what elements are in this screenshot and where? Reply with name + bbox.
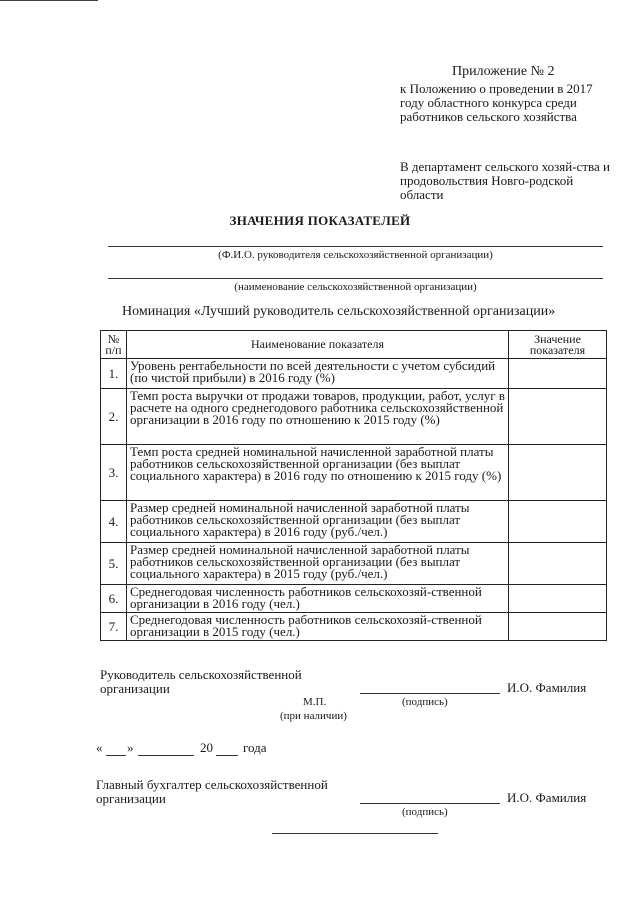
- row-number: 3.: [101, 445, 127, 501]
- header-indicator-value: Значение показателя: [509, 331, 607, 359]
- head-name-caption: (Ф.И.О. руководителя сельскохозяйственной организации): [218, 249, 493, 261]
- row-indicator-name: Размер средней номинальной начисленной заработной платы работников сельскохозяйственной организации (без выплат социального характера) в 2015 году (руб./чел.): [127, 543, 509, 585]
- table-row: [101, 501, 607, 543]
- row-value-cell[interactable]: [509, 359, 607, 389]
- stamp-note: (при наличии): [280, 710, 347, 722]
- row-number: 5.: [101, 543, 127, 585]
- row-value-cell[interactable]: [509, 389, 607, 445]
- head-name-field[interactable]: [108, 246, 603, 247]
- date-open-quote: «: [96, 740, 103, 755]
- row-value-cell[interactable]: [509, 445, 607, 501]
- accountant-signature-line[interactable]: [360, 803, 500, 804]
- org-name-caption: (наименование сельскохозяйственной организации): [234, 281, 477, 293]
- row-indicator-name: Темп роста выручки от продажи товаров, продукции, работ, услуг в расчете на одного среднегодового работника сельскохозяйственной организации в 2016 году по отношению к 2015 году (%): [127, 389, 509, 445]
- head-name: И.О. Фамилия: [507, 680, 587, 695]
- document-title: ЗНАЧЕНИЯ ПОКАЗАТЕЛЕЙ: [229, 213, 411, 228]
- addressee: В департамент сельского хозяй-ства и продовольствия Новго-родской области: [400, 159, 610, 202]
- table-row: [101, 445, 607, 501]
- nomination: Номинация «Лучший руководитель сельскохозяйственной организации»: [122, 304, 556, 319]
- date-month-field[interactable]: [138, 755, 194, 756]
- row-number: 1.: [101, 359, 127, 389]
- table-row: [101, 613, 607, 641]
- accountant-signature-label: Главный бухгалтер сельскохозяйственной организации: [96, 777, 328, 806]
- date-year-prefix: 20: [200, 740, 213, 755]
- date-day-field[interactable]: [106, 755, 126, 756]
- table-row: [101, 543, 607, 585]
- header-number: № п/п: [101, 331, 127, 359]
- row-value-cell[interactable]: [509, 585, 607, 613]
- footer-rule: [272, 833, 438, 834]
- row-value-cell[interactable]: [509, 543, 607, 585]
- appendix-reference: к Положению о проведении в 2017 году областного конкурса среди работников сельского хозяйства: [400, 81, 593, 124]
- row-value-cell[interactable]: [509, 501, 607, 543]
- table-row: [101, 585, 607, 613]
- indicators-table: [100, 330, 607, 641]
- row-number: 7.: [101, 613, 127, 641]
- row-indicator-name: Темп роста средней номинальной начисленной заработной платы работников сельскохозяйственной организации (без выплат социального характера) в 2016 году по отношению к 2015 году (%): [127, 445, 509, 501]
- org-name-field[interactable]: [108, 278, 603, 279]
- row-indicator-name: Среднегодовая численность работников сельскохозяй-ственной организации в 2016 году (чел.): [127, 585, 509, 613]
- row-value-cell[interactable]: [509, 613, 607, 641]
- date-close-quote: »: [127, 740, 134, 755]
- appendix-number: Приложение № 2: [452, 64, 555, 79]
- stamp-label: М.П.: [303, 696, 327, 708]
- table-header-row: [101, 331, 607, 359]
- row-indicator-name: Размер средней номинальной начисленной заработной платы работников сельскохозяйственной организации (без выплат социального характера) в 2016 году (руб./чел.): [127, 501, 509, 543]
- accountant-signature-caption: (подпись): [402, 806, 448, 818]
- table-row: [101, 359, 607, 389]
- date-suffix: года: [243, 740, 267, 755]
- date-year-field[interactable]: [216, 755, 238, 756]
- head-signature-label: Руководитель сельскохозяйственной организации: [100, 667, 302, 696]
- table-row: [101, 389, 607, 445]
- row-number: 4.: [101, 501, 127, 543]
- row-number: 2.: [101, 389, 127, 445]
- head-signature-line[interactable]: [360, 693, 500, 694]
- top-rule: [0, 0, 98, 1]
- signature-caption: (подпись): [402, 696, 448, 708]
- header-indicator-name: Наименование показателя: [127, 331, 509, 359]
- row-indicator-name: Среднегодовая численность работников сельскохозяй-ственной организации в 2015 году (чел.): [127, 613, 509, 641]
- row-indicator-name: Уровень рентабельности по всей деятельности с учетом субсидий (по чистой прибыли) в 2016 году (%): [127, 359, 509, 389]
- row-number: 6.: [101, 585, 127, 613]
- accountant-name: И.О. Фамилия: [507, 790, 587, 805]
